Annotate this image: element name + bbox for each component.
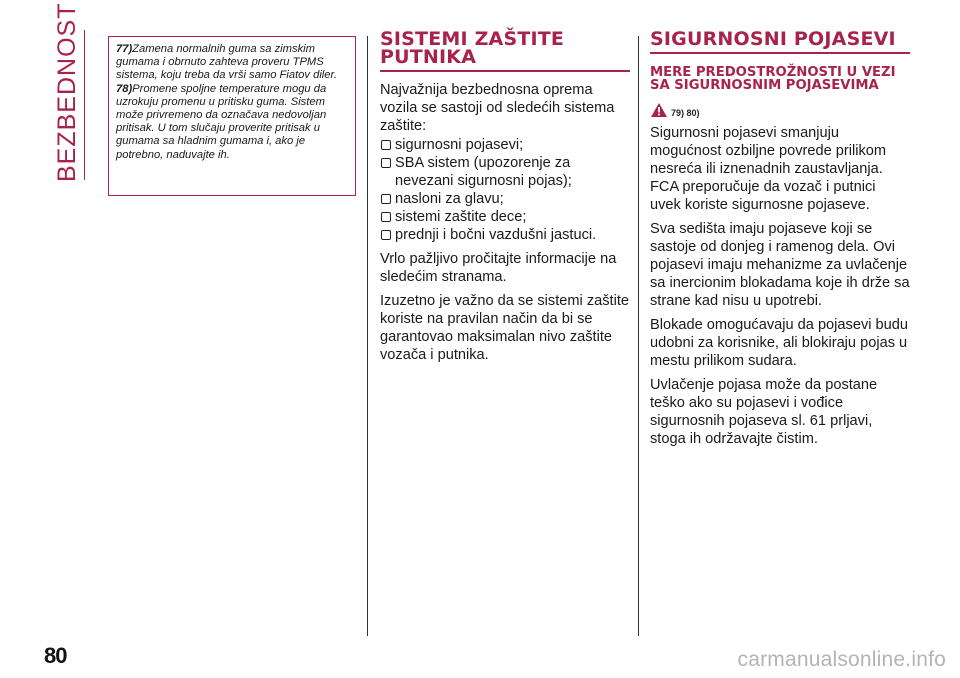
checkbox-bullet-icon xyxy=(381,212,391,222)
intro-paragraph: Najvažnija bezbednosna oprema vozila se sastoji od sledećih sistema zaštite: xyxy=(380,82,615,134)
note-77 xyxy=(116,43,349,83)
list-item xyxy=(380,226,630,244)
note-78 xyxy=(116,83,349,162)
middle-column xyxy=(380,30,630,370)
note-text: Promene spoljne temperature mogu da uzrokuju promenu u pritisku guma. Sistem može privremeno da označava nedovoljan pritisak. U tom slučaju proverite pritisak u gumama sa hladnim gumama i, ako je potrebno, naduvajte ih. xyxy=(116,82,327,161)
checkbox-bullet-icon xyxy=(381,158,391,168)
list-item-text: sistemi zaštite dece; xyxy=(395,209,527,225)
paragraph: Blokade omogućavaju da pojasevi budu udobni za korisnike, ali blokiraju pojas u mestu prilikom sudara. xyxy=(650,317,909,369)
warning-refs: 79) 80) xyxy=(671,108,700,118)
checkbox-bullet-icon xyxy=(381,194,391,204)
paragraph: Vrlo pažljivo pročitajte informacije na sledećim stranama. xyxy=(380,251,617,285)
right-column xyxy=(650,30,910,454)
note-number: 77) xyxy=(116,43,133,55)
list-item-text: SBA sistem (upozorenje za nevezani sigurnosni pojas); xyxy=(395,155,572,189)
list-item-text: prednji i bočni vazdušni jastuci. xyxy=(395,227,597,243)
watermark: carmanualsonline.info xyxy=(737,648,946,671)
list-item-text: nasloni za glavu; xyxy=(395,191,504,207)
checkbox-bullet-icon xyxy=(381,230,391,240)
paragraph: Sva sedišta imaju pojaseve koji se sastoje od donjeg i ramenog dela. Ovi pojasevi imaju mehanizme za uvlačenje sa inercionim blokadama koje ih drže sa strane kad nisu u upotrebi. xyxy=(650,221,910,309)
list-item xyxy=(380,208,630,226)
note-text: Zamena normalnih guma sa zimskim gumama i obrnuto zahteva proveru TPMS sistema, koju treba da vrši samo Fiatov diler. xyxy=(116,43,337,82)
list-item-text: sigurnosni pojasevi; xyxy=(395,137,524,153)
section-heading: SIGURNOSNI POJASEVI xyxy=(650,30,910,54)
paragraph: Izuzetno je važno da se sistemi zaštite koriste na pravilan način da bi se garantovao maksimalan nivo zaštite vozača i putnika. xyxy=(380,293,630,363)
checkbox-bullet-icon xyxy=(381,140,391,150)
column-divider xyxy=(638,36,639,636)
section-heading: SISTEMI ZAŠTITE PUTNIKA xyxy=(380,30,630,72)
protection-list xyxy=(380,136,630,244)
warning-triangle-icon xyxy=(650,102,668,118)
warning-reference xyxy=(650,102,910,118)
list-item xyxy=(380,190,630,208)
list-item xyxy=(380,154,630,190)
subsection-heading: MERE PREDOSTROŽNOSTI U VEZI SA SIGURNOSNIM POJASEVIMA xyxy=(650,65,896,93)
section-tab-rule xyxy=(84,30,85,180)
list-item xyxy=(380,136,630,154)
right-body xyxy=(650,124,910,448)
middle-body xyxy=(380,81,630,364)
column-divider xyxy=(367,36,368,636)
section-tab-label: BEZBEDNOST xyxy=(53,2,81,182)
page-number: 80 xyxy=(44,643,67,668)
paragraph: Sigurnosni pojasevi smanjuju mogućnost ozbiljne povrede prilikom nesreća ili iznenadnih zaustavljanja. FCA preporučuje da vozač i putnici uvek koriste sigurnosne pojaseve. xyxy=(650,125,887,213)
notes-box xyxy=(108,36,356,196)
note-number: 78) xyxy=(116,82,133,95)
paragraph: Uvlačenje pojasa može da postane teško ako su pojasevi i vođice sigurnosnih pojaseva sl. 61 prljavi, stoga ih održavajte čistim. xyxy=(650,377,878,447)
